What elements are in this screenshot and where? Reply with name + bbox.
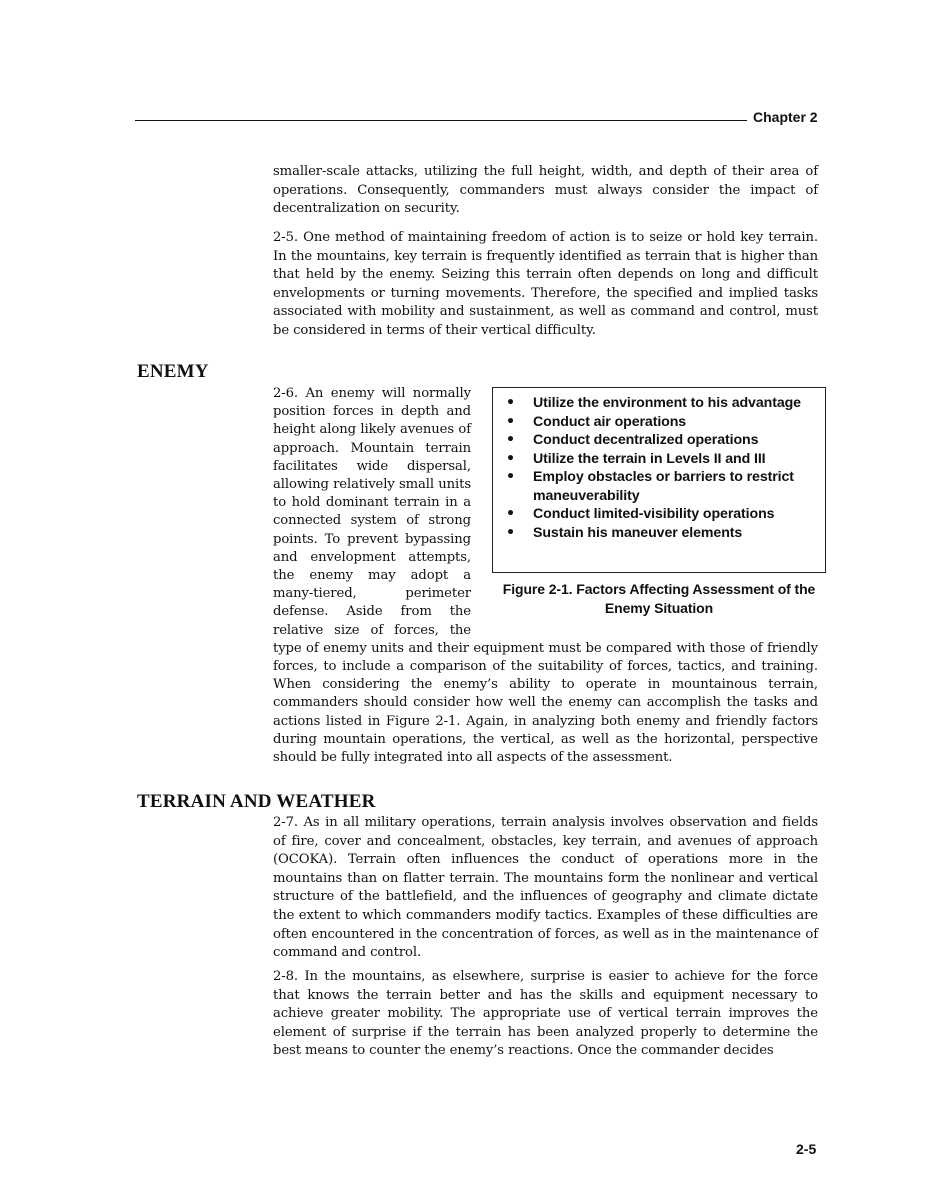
paragraph-continuation: smaller-scale attacks, utilizing the full height, width, and depth of their area of operations. Consequently, commanders must always consider the impact of decentralization on security. <box>273 164 818 217</box>
factor-text: Utilize the terrain in Levels II and III <box>533 450 766 467</box>
factor-text: Sustain his maneuver elements <box>533 524 743 541</box>
factor-text: Employ obstacles or barriers to restrict maneuverability <box>533 469 794 504</box>
factor-item <box>493 524 817 543</box>
paragraph-2-8: 2-8. In the mountains, as elsewhere, surprise is easier to achieve for the force that knows the terrain better and has the skills and equipment necessary to achieve greater mobility. The appropriate use of vertical terrain improves the element of surprise if the terrain has been analyzed properly to determine the best means to counter the enemy’s reactions. Once the commander decides <box>273 969 818 1059</box>
factor-text: Utilize the environment to his advantage <box>533 395 801 411</box>
figure-box <box>492 387 826 573</box>
bullet-icon: • <box>506 450 515 467</box>
header-rule <box>135 120 747 121</box>
factor-list <box>493 394 817 542</box>
paragraph-2-5: 2-5. One method of maintaining freedom of action is to seize or hold key terrain. In the mountains, key terrain is frequently identified as terrain that is higher than that held by the enemy. Seizing this terrain often depends on long and difficult envelopments or turning movements. Therefore, the specified and implied tasks associated with mobility and sustainment, as well as command and control, must be considered in terms of their vertical difficulty. <box>273 230 818 338</box>
bullet-icon: • <box>506 395 515 411</box>
chapter-label: Chapter 2 <box>753 109 818 125</box>
factor-item <box>493 505 817 524</box>
bullet-icon: • <box>506 524 515 541</box>
bullet-icon: • <box>506 469 515 485</box>
heading-terrain-and-weather: TERRAIN AND WEATHER <box>137 791 376 812</box>
page-number: 2-5 <box>796 1141 817 1157</box>
factor-item <box>493 431 817 450</box>
factor-item <box>493 394 817 413</box>
figure-caption: Figure 2-1. Factors Affecting Assessment of the Enemy Situation <box>502 581 816 616</box>
factor-item <box>493 413 817 432</box>
bullet-icon: • <box>506 432 515 448</box>
bullet-icon: • <box>506 506 515 522</box>
paragraph-2-7: 2-7. As in all military operations, terrain analysis involves observation and fields of fire, cover and concealment, obstacles, key terrain, and avenues of approach (OCOKA). Terrain often influences the conduct of operations more in the mountains than on flatter terrain. The mountains form the nonlinear and vertical structure of the battlefield, and the influences of geography and climate dictate the extent to which commanders modify tactics. Examples of these difficulties are often encountered in the concentration of forces, as well as in the maintenance of command and control. <box>273 815 818 961</box>
factor-item <box>493 468 817 505</box>
factor-text: Conduct decentralized operations <box>533 432 759 448</box>
paragraph-2-6: 2-6. An enemy will normally position forces in depth and height along likely avenues of approach. Mountain terrain facilitates wide dispersal, allowing relatively small units to hold dominant terrain in a connected system of strong points. To prevent bypassing and envelopment attempts, the enemy may adopt a many-tiered, perimeter defense. Aside from the relative size of forces, the type of enemy units and their equipment must be compared with those of friendly forces, to include a comparison of the suitability of forces, tactics, and training. When considering the enemy’s ability to operate in mountainous terrain, commanders should consider how well the enemy can accomplish the tasks and actions listed in Figure 2-1. Again, in analyzing both enemy and friendly factors during mountain operations, the vertical, as well as the horizontal, perspective should be fully integrated into all aspects of the assessment. <box>273 386 818 766</box>
bullet-icon: • <box>506 413 515 430</box>
factor-text: Conduct air operations <box>533 413 687 430</box>
figure-2-1 <box>481 385 818 631</box>
enemy-section <box>273 385 818 767</box>
factor-item <box>493 450 817 469</box>
heading-enemy: ENEMY <box>137 361 209 382</box>
factor-text: Conduct limited-visibility operations <box>533 506 775 522</box>
